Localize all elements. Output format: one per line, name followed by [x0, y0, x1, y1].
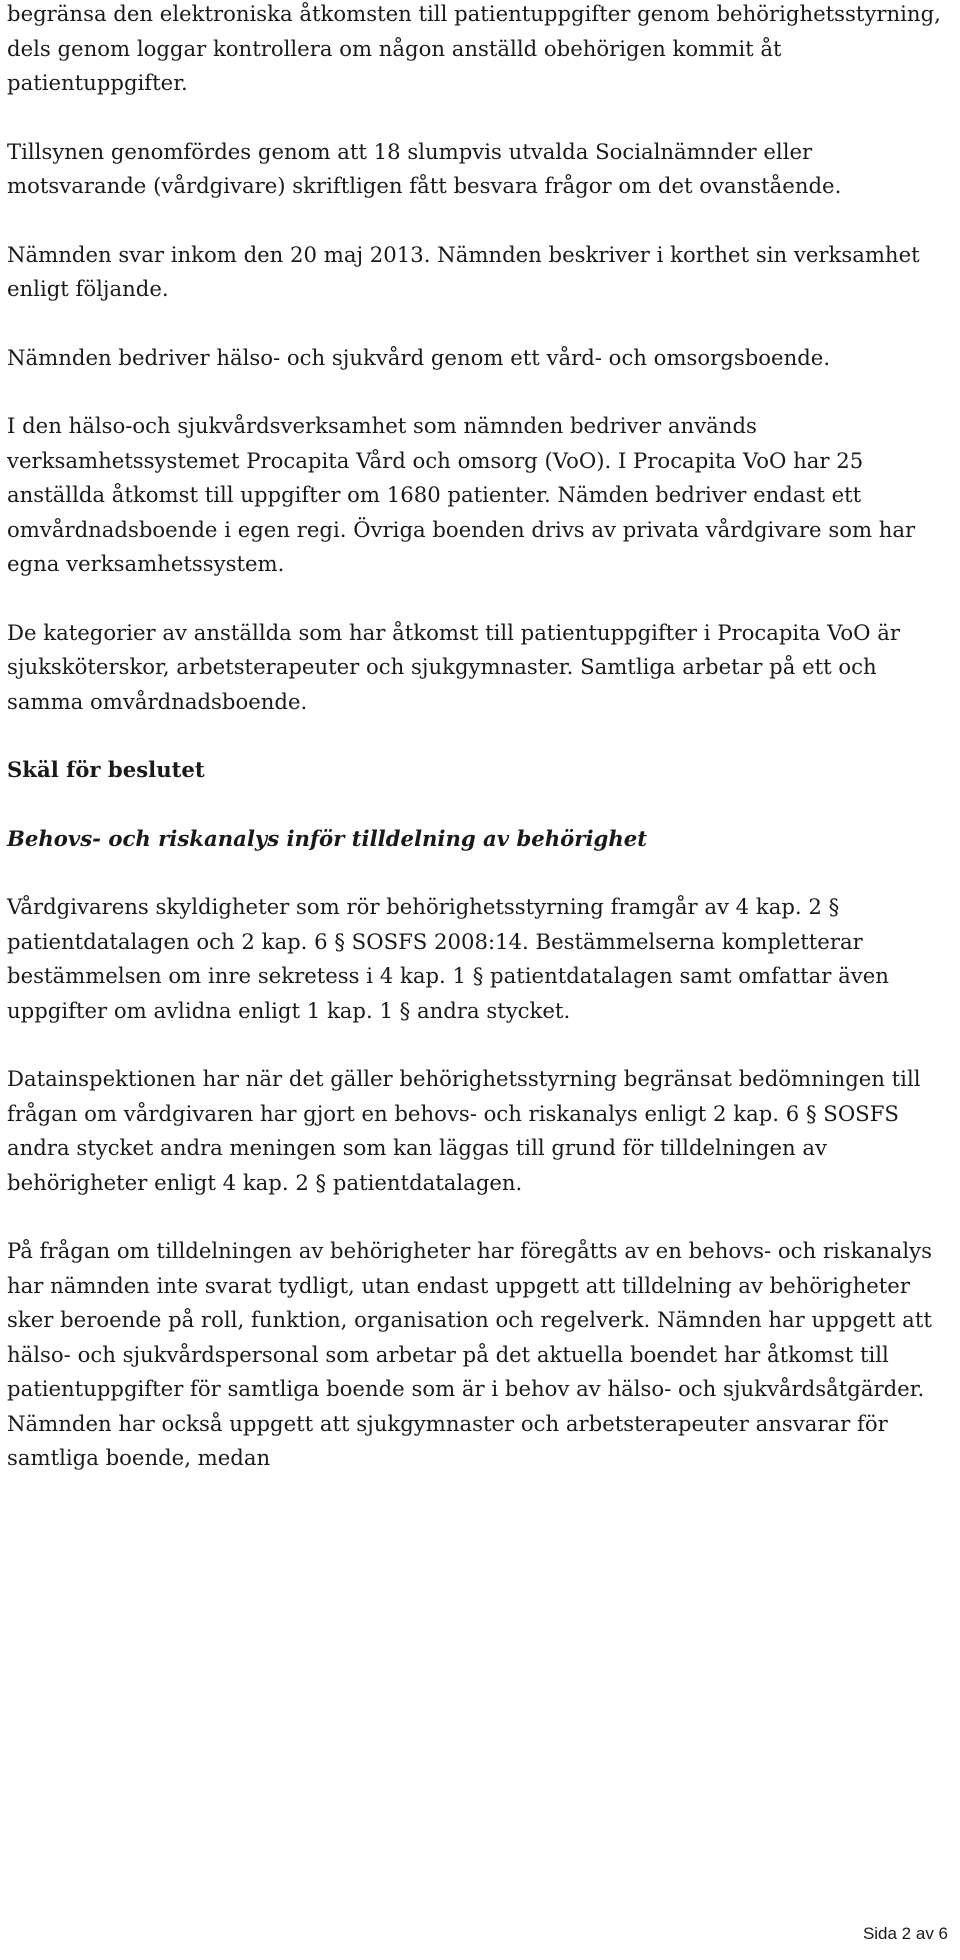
page-number: Sida 2 av 6 — [862, 1924, 948, 1943]
paragraph-staff-categories: De kategorier av anställda som har åtkomst till patientuppgifter i Procapita VoO är sjuksköterskor, arbetsterapeuter och sjukgymnaster. Samtliga arbetar på ett och samma omvårdnadsboende. — [7, 619, 901, 714]
paragraph-care-provision: Nämnden bedriver hälso- och sjukvård genom ett vård- och omsorgsboende. — [7, 344, 831, 370]
paragraph-risk-analysis-answer: På frågan om tilldelningen av behörigheter har föregåtts av en behovs- och riskanalys har nämnden inte svarat tydligt, utan endast uppgett att tilldelning av behörigheter sker beroende på roll, funktion, organisation och regelverk. Nämnden har uppgett att hälso- och sjukvårdspersonal som arbetar på det aktuella boendet har åtkomst till patientuppgifter för samtliga boende som är i behov av hälso- och sjukvårdsåtgärder. Nämnden har också uppgett att sjukgymnaster och arbetsterapeuter ansvarar för samtliga boende, medan — [7, 1238, 932, 1470]
subsection-heading: Behovs- och riskanalys inför tilldelning av behörighet — [7, 825, 648, 851]
section-heading: Skäl för beslutet — [7, 757, 205, 782]
paragraph-response-date: Nämnden svar inkom den 20 maj 2013. Nämnden beskriver i korthet sin verksamhet enligt följande. — [7, 241, 920, 301]
document-page — [7, 0, 947, 1476]
paragraph-assessment-scope: Datainspektionen har när det gäller behörighetsstyrning begränsat bedömningen till frågan om vårdgivaren har gjort en behovs- och riskanalys enligt 2 kap. 6 § SOSFS andra stycket andra meningen som kan läggas till grund för tilldelningen av behörigheter enligt 4 kap. 2 § patientdatalagen. — [7, 1066, 921, 1195]
paragraph-access-control: begränsa den elektroniska åtkomsten till patientuppgifter genom behörighetsstyrning, dels genom loggar kontrollera om någon anställd obehörigen kommit åt patientuppgifter. — [7, 1, 941, 95]
paragraph-provider-obligations: Vårdgivarens skyldigheter som rör behörighetsstyrning framgår av 4 kap. 2 § patientdatalagen och 2 kap. 6 § SOSFS 2008:14. Bestämmelserna kompletterar bestämmelsen om inre sekretess i 4 kap. 1 § patientdatalagen samt omfattar även uppgifter om avlidna enligt 1 kap. 1 § andra stycket. — [7, 894, 889, 1023]
paragraph-inspection-method: Tillsynen genomfördes genom att 18 slumpvis utvalda Socialnämnder eller motsvarande (vårdgivare) skriftligen fått besvara frågor om det ovanstående. — [7, 138, 842, 198]
paragraph-system-description: I den hälso-och sjukvårdsverksamhet som nämnden bedriver används verksamhetssystemet Procapita Vård och omsorg (VoO). I Procapita VoO har 25 anställda åtkomst till uppgifter om 1680 patienter. Nämden bedriver endast ett omvårdnadsboende i egen regi. Övriga boenden drivs av privata vårdgivare som har egna verksamhetssystem. — [7, 413, 916, 576]
